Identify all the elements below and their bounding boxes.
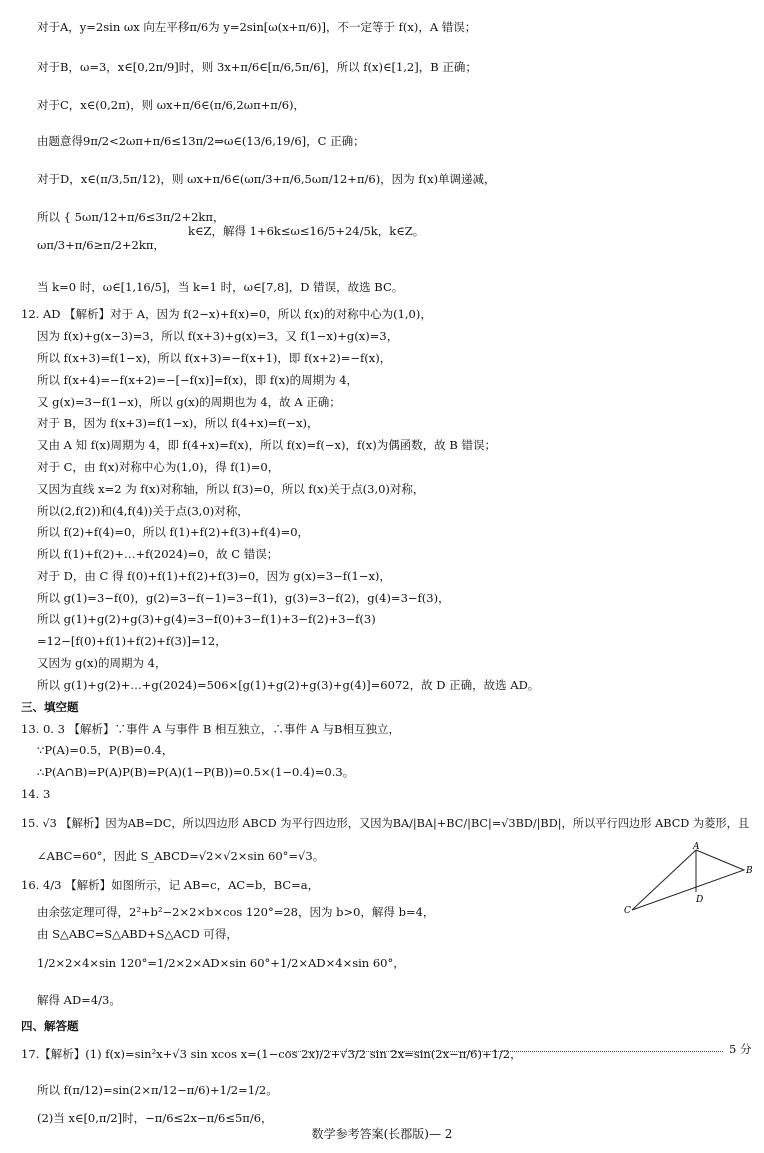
text-line: 对于 C，由 f(x)对称中心为(1,0)，得 f(1)=0， xyxy=(37,460,280,474)
text-line: 15. √3 【解析】因为AB=DC，所以四边形 ABCD 为平行四边形，又因为BA/|BA|+BC/|BC|=√3BD/|BD|，所以平行四边形 ABCD 为菱形，且 xyxy=(21,817,750,830)
text-line: 所以 f(x+3)=f(1−x)，所以 f(x+3)=−f(x+1)，即 f(x+2)=−f(x)， xyxy=(37,351,392,365)
text-line: 又由 A 知 f(x)周期为 4，即 f(4+x)=f(x)，所以 f(x)=f(−x)，f(x)为偶函数，故 B 错误； xyxy=(37,438,496,452)
text-line: 对于C，x∈(0,2π)，则 ωx+π/6∈(π/6,2ωπ+π/6)， xyxy=(37,98,306,112)
text-line: =12−[f(0)+f(1)+f(2)+f(3)]=12， xyxy=(37,634,227,648)
vertex-label-a: A xyxy=(693,842,700,852)
section-heading: 四、解答题 xyxy=(21,1019,79,1033)
text-line: ∵P(A)=0.5，P(B)=0.4， xyxy=(37,743,174,757)
text-line: ωπ/3+π/6≥π/2+2kπ， xyxy=(37,238,165,252)
text-line: 所以 { 5ωπ/12+π/6≤3π/2+2kπ， xyxy=(37,210,225,224)
text-line: 所以 f(x+4)=−f(x+2)=−[−f(x)]=f(x)，即 f(x)的周期为 4， xyxy=(37,373,359,387)
text-line: 解得 AD=4/3。 xyxy=(37,993,121,1007)
score-leader-dots xyxy=(287,1051,723,1052)
page-footer: 数学参考答案(长郡版)— 2 xyxy=(311,1127,453,1141)
triangle-figure xyxy=(620,840,760,920)
text-line: ∠ABC=60°，因此 S_ABCD=√2×√2×sin 60°=√3。 xyxy=(37,849,325,863)
text-line: 由 S△ABC=S△ABD+S△ACD 可得， xyxy=(37,927,238,941)
text-line: 对于D，x∈(π/3,5π/12)，则 ωx+π/6∈(ωπ/3+π/6,5ωπ/12+π/6)，因为 f(x)单调递减， xyxy=(37,172,496,186)
text-line: 又因为直线 x=2 为 f(x)对称轴，所以 f(3)=0，所以 f(x)关于点(3,0)对称， xyxy=(37,482,425,496)
score-label: 5 分 xyxy=(729,1042,752,1056)
vertex-label-b: B xyxy=(746,866,753,876)
text-line: 12. AD 【解析】对于 A，因为 f(2−x)+f(x)=0，所以 f(x)的对称中心为(1,0)， xyxy=(21,307,432,321)
text-line: 所以 g(1)+g(2)+…+g(2024)=506×[g(1)+g(2)+g(3)+g(4)]=6072，故 D 正确，故选 AD。 xyxy=(37,678,540,692)
text-line: 对于A，y=2sin ωx 向左平移π/6为 y=2sin[ω(x+π/6)]，不一定等于 f(x)，A 错误； xyxy=(37,20,477,34)
triangle-abc-outline xyxy=(632,850,744,910)
text-line: 由余弦定理可得，2²+b²−2×2×b×cos 120°=28，因为 b>0，解得 b=4， xyxy=(37,905,435,919)
text-line: 对于B，ω=3，x∈[0,2π/9]时，则 3x+π/6∈[π/6,5π/6]，所以 f(x)∈[1,2]，B 正确； xyxy=(37,60,477,74)
text-line: 1/2×2×4×sin 120°=1/2×2×AD×sin 60°+1/2×AD×4×sin 60°， xyxy=(37,956,405,970)
text-line: 当 k=0 时，ω∈[1,16/5]，当 k=1 时，ω∈[7,8]，D 错误，故选 BC。 xyxy=(37,280,404,294)
vertex-label-d: D xyxy=(696,895,704,905)
text-line: 16. 4/3 【解析】如图所示，记 AB=c，AC=b，BC=a， xyxy=(21,878,320,892)
text-line: 所以 f(π/12)=sin(2×π/12−π/6)+1/2=1/2。 xyxy=(37,1083,278,1097)
text-line: 所以 g(1)=3−f(0)，g(2)=3−f(−1)=3−f(1)，g(3)=3−f(2)，g(4)=3−f(3)， xyxy=(37,591,450,605)
text-line: 所以 g(1)+g(2)+g(3)+g(4)=3−f(0)+3−f(1)+3−f(2)+3−f(3) xyxy=(37,612,376,626)
text-line: 所以 f(1)+f(2)+…+f(2024)=0，故 C 错误； xyxy=(37,547,279,561)
text-line: 又 g(x)=3−f(1−x)，所以 g(x)的周期也为 4，故 A 正确； xyxy=(37,395,341,409)
text-line: 由题意得9π/2<2ωπ+π/6≤13π/2⇒ω∈(13/6,19/6]，C 正确； xyxy=(37,134,365,148)
text-line: 又因为 g(x)的周期为 4， xyxy=(37,656,167,670)
text-line: 所以 f(2)+f(4)=0，所以 f(1)+f(2)+f(3)+f(4)=0， xyxy=(37,525,310,539)
text-line: 对于 B，因为 f(x+3)=f(1−x)，所以 f(4+x)=f(−x)， xyxy=(37,416,319,430)
text-line: 所以(2,f(2))和(4,f(4))关于点(3,0)对称， xyxy=(37,504,249,518)
text-line: 对于 D，由 C 得 f(0)+f(1)+f(2)+f(3)=0，因为 g(x)=3−f(1−x)， xyxy=(37,569,391,583)
vertex-label-c: C xyxy=(624,906,631,916)
text-line: k∈Z，解得 1+6k≤ω≤16/5+24/5k，k∈Z。 xyxy=(188,224,425,238)
text-line: 17.【解析】(1) f(x)=sin²x+√3 sin xcos x=(1−cos 2x)/2+√3/2 sin 2x=sin(2x−π/6)+1/2， xyxy=(21,1047,522,1061)
text-line: (2)当 x∈[0,π/2]时，−π/6≤2x−π/6≤5π/6， xyxy=(37,1111,273,1125)
text-line: 因为 f(x)+g(x−3)=3，所以 f(x+3)+g(x)=3，又 f(1−x)+g(x)=3， xyxy=(37,329,399,343)
text-line: 13. 0. 3 【解析】∵事件 A 与事件 B 相互独立，∴事件 A 与B相互独立， xyxy=(21,722,400,736)
text-line: 14. 3 xyxy=(21,787,51,801)
text-line: ∴P(A∩B)=P(A)P(B)=P(A)(1−P(B))=0.5×(1−0.4)=0.3。 xyxy=(37,765,355,779)
section-heading: 三、填空题 xyxy=(21,700,79,714)
